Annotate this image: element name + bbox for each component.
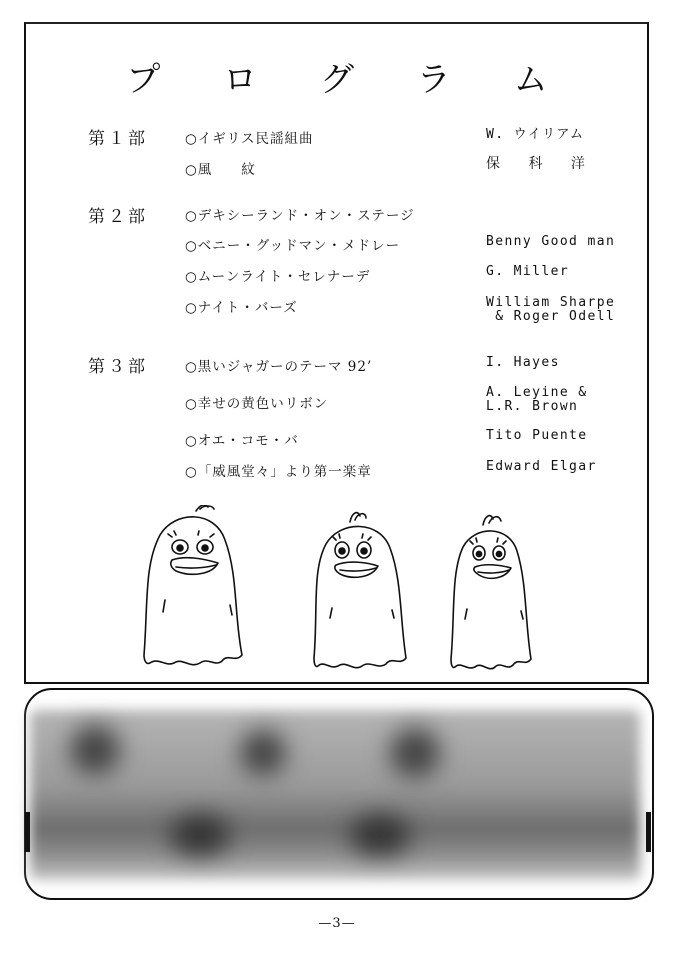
program-item-composer: Benny Good man [486,234,616,249]
page-number: —3— [318,916,356,931]
program-item-title: ○風 紋 [185,162,256,178]
ghost-duck-2 [314,513,406,668]
program-item-title: ○ベニー・グッドマン・メドレー [185,238,401,254]
program-item-title: ○オエ・コモ・バ [185,433,299,449]
program-item-composer: I. Hayes [486,355,560,370]
ghost-duck-3 [451,516,531,669]
program-item-title: ○黒いジャガーのテーマ 92’ [185,359,373,375]
program-item-title: ○デキシーランド・オン・ステージ [185,208,415,224]
program-item-title: ○「威風堂々」より第一楽章 [185,464,372,480]
program-item-title: ○幸せの黄色いリボン [185,396,329,412]
edge-mark [646,812,651,852]
program-item-composer: Edward Elgar [486,459,597,474]
blur-blob [350,815,410,855]
program-item-composer: 保 科 洋 [486,156,597,172]
blur-blob [70,725,120,775]
program-item-composer: W. ウイリアム [486,127,585,142]
blur-blob [240,730,286,776]
blurred-region [30,710,640,880]
program-item-composer: William Sharpe & Roger Odell [486,295,616,324]
edge-mark [25,812,30,852]
program-item-composer: Tito Puente [486,428,588,443]
blur-blob [170,815,230,855]
ghost-duck-1 [144,505,242,665]
blur-blob [390,728,440,778]
program-item-composer: G. Miller [486,264,570,279]
program-item-title: ○ムーンライト・セレナーデ [185,269,371,285]
part-1-label: 第１部 [88,129,148,149]
page-title: プ ロ グ ラ ム [126,60,574,100]
ghost-duck-illustration [130,505,550,675]
program-item-title: ○ナイト・バーズ [185,300,298,316]
part-2-label: 第２部 [88,207,148,227]
program-item-composer: A. Leyine & L.R. Brown [486,385,588,414]
program-item-title: ○イギリス民謡組曲 [185,131,314,147]
part-3-label: 第３部 [88,357,148,377]
